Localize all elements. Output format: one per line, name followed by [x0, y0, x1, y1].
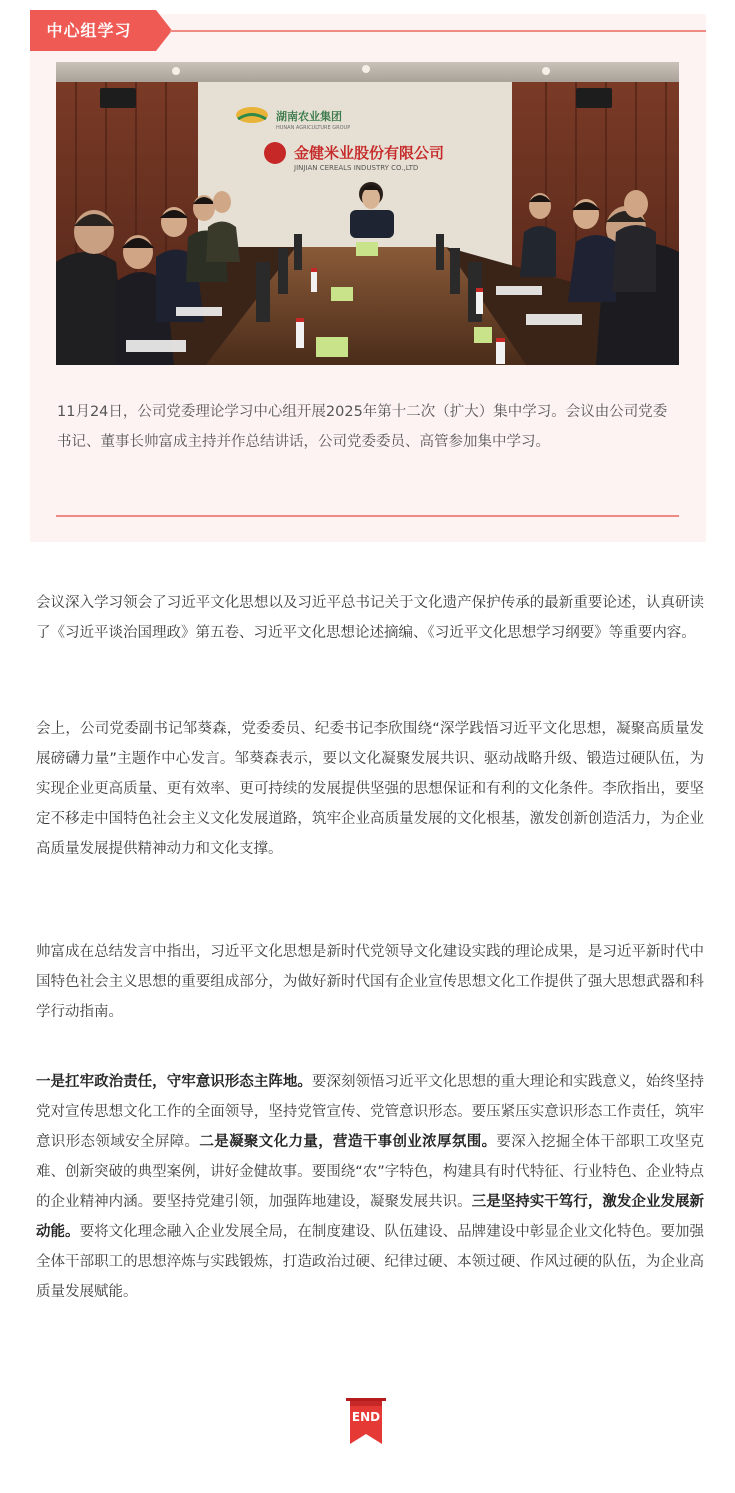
banner-group-name: 湖南农业集团 — [276, 110, 342, 123]
section-tag-label: 中心组学习 — [46, 21, 132, 40]
paragraph-summary: 帅富成在总结发言中指出，习近平文化思想是新时代党领导文化建设实践的理论成果，是习近平新时代中国特色社会主义思想的重要组成部分，为做好新时代国有企业宣传思想文化工作提供了强大思想武器和科学行动指南。 — [36, 944, 704, 1020]
requirement-one-heading: 一是扛牢政治责任，守牢意识形态主阵地。 — [36, 1074, 312, 1090]
requirement-three-text: 要将文化理念融入企业发展全局，在制度建设、队伍建设、品牌建设中彰显企业文化特色。要加强全体干部职工的思想淬炼与实践锻炼，打造政治过硬、纪律过硬、本领过硬、作风过硬的队伍，为企业高质量发展赋能。 — [36, 1224, 705, 1300]
card-divider — [56, 515, 679, 517]
end-label: END — [351, 1410, 381, 1424]
section-tag-rule — [170, 30, 706, 32]
meeting-photo — [56, 62, 679, 365]
end-badge — [344, 1394, 388, 1446]
requirement-one-text: 要深刻领悟习近平文化思想的重大理论和实践意义，始终坚持党对宣传思想文化工作的全面领导，坚持党管宣传、党管意识形态。要压紧压实意识形态工作责任，筑牢意识形态领域安全屏障。 — [36, 1074, 704, 1150]
photo-caption: 11月24日，公司党委理论学习中心组开展2025年第十二次（扩大）集中学习。会议由公司党委书记、董事长帅富成主持并作总结讲话，公司党委委员、高管参加集中学习。 — [57, 404, 668, 450]
banner-company-name: 金健米业股份有限公司 — [294, 144, 445, 162]
paragraph-requirements — [36, 1067, 704, 1307]
end-ribbon-icon — [344, 1394, 388, 1446]
banner-company-name-en: JINJIAN CEREALS INDUSTRY CO.,LTD — [294, 164, 419, 172]
requirement-two-heading: 二是凝聚文化力量，营造干事创业浓厚氛围。 — [199, 1134, 497, 1150]
section-tag — [30, 10, 172, 51]
paragraph-study-content: 会议深入学习领会了习近平文化思想以及习近平总书记关于文化遗产保护传承的最新重要论述，认真研读了《习近平谈治国理政》第五卷、习近平文化思想论述摘编、《习近平文化思想学习纲要》等重要内容。 — [36, 595, 704, 641]
meeting-photo-illustration — [56, 62, 679, 365]
requirement-three-heading: 三是坚持实干笃行，激发企业发展新动能。 — [36, 1194, 705, 1240]
paragraph-speeches: 会上，公司党委副书记邹葵森，党委委员、纪委书记李欣围绕“深学践悟习近平文化思想，凝聚高质量发展磅礴力量”主题作中心发言。邹葵森表示，要以文化凝聚发展共识、驱动战略升级、锻造过硬队伍，为实现企业更高质量、更有效率、更可持续的发展提供坚强的思想保证和有利的文化条件。李欣指出，要坚定不移走中国特色社会主义文化发展道路，筑牢企业高质量发展的文化根基，激发创新创造活力，为企业高质量发展提供精神动力和文化支撑。 — [36, 721, 704, 857]
banner-group-name-en: HUNAN AGRICULTURE GROUP — [276, 125, 351, 131]
requirement-two-text: 要深入挖掘全体干部职工攻坚克难、创新突破的典型案例，讲好金健故事。要围绕“农”字特色，构建具有时代特征、行业特色、企业特点的企业精神内涵。要坚持党建引领，加强阵地建设，凝聚发展共识。 — [36, 1134, 705, 1210]
